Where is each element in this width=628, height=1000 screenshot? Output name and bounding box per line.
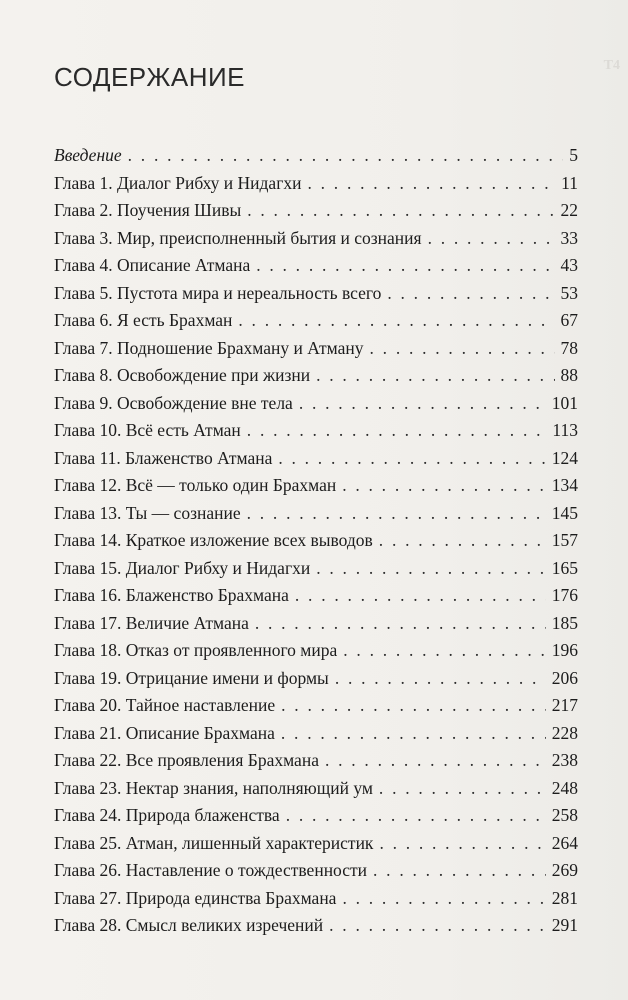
- toc-entry-page-number: 22: [560, 200, 578, 220]
- toc-entry-title: Глава 21. Описание Брахмана: [54, 722, 275, 743]
- toc-entry-page-number: 124: [551, 447, 578, 468]
- toc-entry-title: Глава 3. Мир, преисполненный бытия и сознания: [54, 227, 422, 248]
- dot-leader: [128, 142, 564, 170]
- toc-entry-title: Глава 26. Наставление о тождественности: [54, 860, 368, 880]
- toc-entry-title: Глава 18. Отказ от проявленного мира: [54, 640, 338, 660]
- dot-leader: [308, 170, 556, 198]
- toc-entry: [54, 747, 578, 775]
- toc-entry: [54, 252, 578, 280]
- dot-leader: [379, 527, 546, 555]
- toc-entry: [54, 637, 578, 665]
- toc-entry: [54, 390, 578, 418]
- toc-entry-title: Глава 27. Природа единства Брахмана: [54, 887, 337, 908]
- toc-entry-title: Глава 15. Диалог Рибху и Нидагхи: [54, 557, 311, 578]
- dot-leader: [247, 197, 554, 225]
- dot-leader: [256, 252, 554, 280]
- toc-entry-title: Глава 19. Отрицание имени и формы: [54, 667, 329, 688]
- toc-entry-title: Глава 13. Ты — сознание: [54, 502, 241, 523]
- toc-entry-page-number: 248: [551, 777, 578, 798]
- toc-entry-page-number: 67: [560, 310, 578, 330]
- dot-leader: [299, 390, 546, 418]
- toc-entry: [54, 335, 578, 363]
- toc-entry-title: Глава 6. Я есть Брахман: [54, 310, 233, 330]
- toc-entry: [54, 280, 578, 308]
- dot-leader: [325, 747, 546, 775]
- toc-entry: [54, 830, 578, 858]
- toc-entry: [54, 610, 578, 638]
- toc-entry-page-number: 5: [569, 145, 578, 165]
- toc-entry: [54, 472, 578, 500]
- toc-entry-page-number: 185: [551, 612, 578, 633]
- toc-entry-page-number: 196: [551, 640, 578, 660]
- dot-leader: [281, 692, 546, 720]
- toc-entry-title: Глава 11. Блаженство Атмана: [54, 447, 273, 468]
- show-through-mark: Т4: [603, 58, 620, 73]
- toc-entry-page-number: 228: [551, 722, 578, 743]
- page-title: СОДЕРЖАНИЕ: [54, 62, 246, 92]
- dot-leader: [286, 802, 546, 830]
- toc-entry: [54, 225, 578, 253]
- dot-leader: [295, 582, 546, 610]
- toc-entry: [54, 692, 578, 720]
- toc-entry-title: Введение: [54, 145, 122, 165]
- toc-entry-page-number: 157: [551, 530, 578, 550]
- toc-entry: [54, 885, 578, 913]
- dot-leader: [370, 335, 555, 363]
- dot-leader: [316, 555, 546, 583]
- toc-entry-title: Глава 17. Величие Атмана: [54, 612, 249, 633]
- toc-entry: [54, 912, 578, 940]
- dot-leader: [379, 775, 546, 803]
- toc-entry-title: Глава 12. Всё — только один Брахман: [54, 475, 337, 495]
- toc-entry: [54, 665, 578, 693]
- dot-leader: [281, 720, 546, 748]
- toc-entry: [54, 417, 578, 445]
- toc-entry-title: Глава 4. Описание Атмана: [54, 255, 251, 275]
- toc-entry: [54, 500, 578, 528]
- toc-entry-page-number: 206: [551, 667, 578, 688]
- toc-entry-page-number: 281: [551, 887, 578, 908]
- toc-entry-title: Глава 5. Пустота мира и нереальность всего: [54, 282, 382, 303]
- toc-entry: [54, 197, 578, 225]
- dot-leader: [373, 857, 546, 885]
- toc-entry-page-number: 43: [560, 255, 578, 275]
- toc-entry-page-number: 269: [551, 860, 578, 880]
- toc-entry-title: Глава 24. Природа блаженства: [54, 805, 280, 825]
- toc-entry-page-number: 33: [560, 227, 578, 248]
- toc-entry: [54, 857, 578, 885]
- toc-entry-page-number: 101: [551, 392, 578, 413]
- toc-entry-page-number: 264: [551, 832, 578, 853]
- dot-leader: [379, 830, 545, 858]
- dot-leader: [343, 637, 545, 665]
- toc-entry-page-number: 145: [551, 502, 578, 523]
- dot-leader: [278, 445, 545, 473]
- toc-entry-title: Глава 9. Освобождение вне тела: [54, 392, 293, 413]
- dot-leader: [342, 885, 545, 913]
- toc-entry-title: Глава 28. Смысл великих изречений: [54, 915, 324, 935]
- dot-leader: [335, 665, 546, 693]
- toc-entry-title: Глава 7. Подношение Брахману и Атману: [54, 337, 364, 358]
- table-of-contents: [54, 142, 578, 940]
- toc-entry: [54, 170, 578, 198]
- toc-entry-page-number: 134: [551, 475, 578, 495]
- toc-entry: [54, 527, 578, 555]
- toc-entry: [54, 362, 578, 390]
- toc-entry: [54, 582, 578, 610]
- toc-entry-title: Глава 22. Все проявления Брахмана: [54, 750, 319, 770]
- dot-leader: [255, 610, 546, 638]
- dot-leader: [428, 225, 555, 253]
- toc-entry-title: Глава 10. Всё есть Атман: [54, 420, 241, 440]
- dot-leader: [387, 280, 554, 308]
- toc-entry-title: Глава 23. Нектар знания, наполняющий ум: [54, 777, 373, 798]
- toc-entry-title: Глава 20. Тайное наставление: [54, 695, 276, 715]
- toc-entry-page-number: 53: [560, 282, 578, 303]
- toc-entry-page-number: 258: [551, 805, 578, 825]
- dot-leader: [247, 500, 546, 528]
- toc-entry-page-number: 238: [551, 750, 578, 770]
- toc-entry: [54, 775, 578, 803]
- dot-leader: [247, 417, 547, 445]
- toc-entry-title: Глава 14. Краткое изложение всех выводов: [54, 530, 373, 550]
- toc-entry: [54, 720, 578, 748]
- toc-entry-page-number: 78: [560, 337, 578, 358]
- dot-leader: [316, 362, 554, 390]
- toc-entry-title: Глава 2. Поучения Шивы: [54, 200, 242, 220]
- toc-entry-page-number: 113: [552, 420, 578, 440]
- toc-entry: [54, 142, 578, 170]
- dot-leader: [329, 912, 546, 940]
- toc-entry-title: Глава 8. Освобождение при жизни: [54, 365, 311, 385]
- toc-entry: [54, 802, 578, 830]
- dot-leader: [238, 307, 554, 335]
- toc-entry-page-number: 88: [560, 365, 578, 385]
- toc-entry-page-number: 165: [551, 557, 578, 578]
- toc-entry: [54, 555, 578, 583]
- toc-entry: [54, 307, 578, 335]
- toc-entry-title: Глава 25. Атман, лишенный характеристик: [54, 832, 374, 853]
- toc-entry-page-number: 291: [551, 915, 578, 935]
- dot-leader: [342, 472, 546, 500]
- toc-entry-page-number: 11: [561, 172, 578, 193]
- toc-entry-page-number: 217: [551, 695, 578, 715]
- toc-entry-title: Глава 16. Блаженство Брахмана: [54, 585, 289, 605]
- toc-entry-page-number: 176: [551, 585, 578, 605]
- toc-entry: [54, 445, 578, 473]
- toc-entry-title: Глава 1. Диалог Рибху и Нидагхи: [54, 172, 302, 193]
